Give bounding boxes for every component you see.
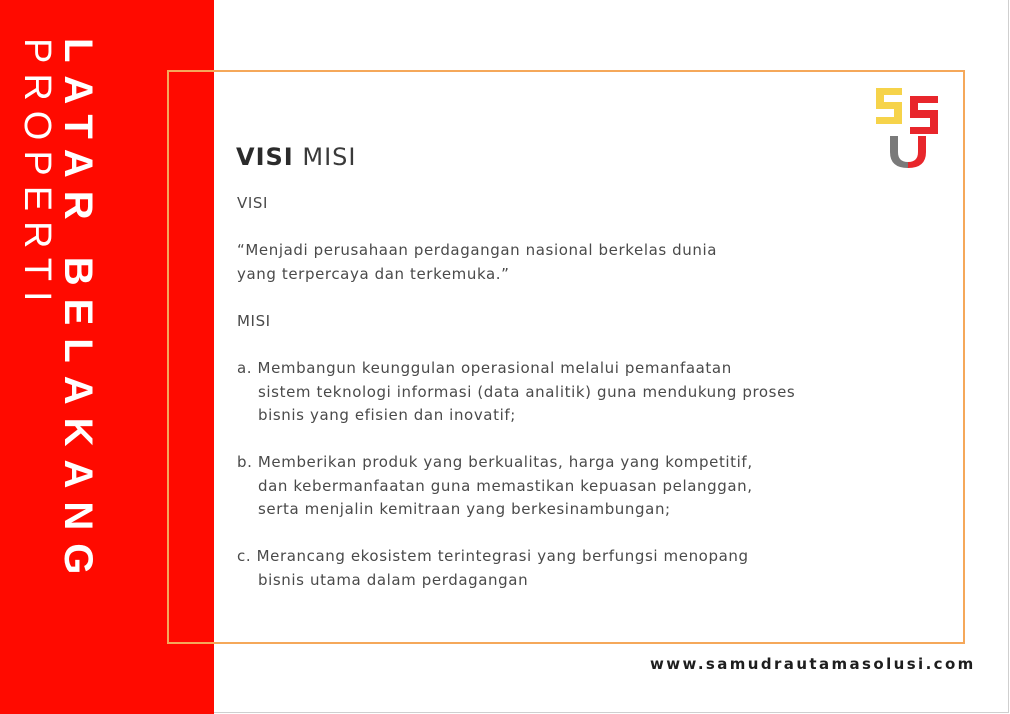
misi-item-line: sistem teknologi informasi (data analitik) guna mendukung proses	[258, 382, 796, 401]
misi-item-lead: a. Membangun keunggulan operasional melalui pemanfaatan	[237, 359, 732, 377]
misi-item-line: bisnis utama dalam perdagangan	[258, 570, 529, 589]
misi-item-b	[237, 451, 753, 522]
sidebar-title-line1: LATAR BELAKANG	[56, 38, 100, 588]
misi-item-line: serta menjalin kemitraan yang berkesinambungan;	[258, 500, 671, 518]
visi-line: yang terpercaya dan terkemuka.”	[237, 264, 510, 283]
page-title	[236, 143, 356, 171]
visi-label: VISI	[237, 194, 269, 212]
misi-item-c	[237, 545, 749, 592]
misi-item-a	[237, 357, 795, 428]
misi-item-lead: b. Memberikan produk yang berkualitas, harga yang kompetitif,	[237, 453, 753, 471]
visi-statement	[237, 239, 717, 286]
visi-line: “Menjadi perusahaan perdagangan nasional berkelas dunia	[237, 241, 718, 259]
misi-item-line: dan kebermanfaatan guna memastikan kepuasan pelanggan,	[258, 476, 753, 495]
website-url: www.samudrautamasolusi.com	[650, 655, 976, 673]
misi-item-line: bisnis yang efisien dan inovatif;	[258, 406, 516, 424]
misi-label: MISI	[237, 312, 271, 330]
sidebar-title-line2: PROPERTI	[16, 38, 58, 312]
page-title-bold: VISI	[236, 143, 294, 171]
page-title-light: MISI	[302, 143, 357, 171]
misi-item-lead: c. Merancang ekosistem terintegrasi yang berfungsi menopang	[237, 547, 749, 565]
company-logo-icon	[872, 82, 944, 170]
